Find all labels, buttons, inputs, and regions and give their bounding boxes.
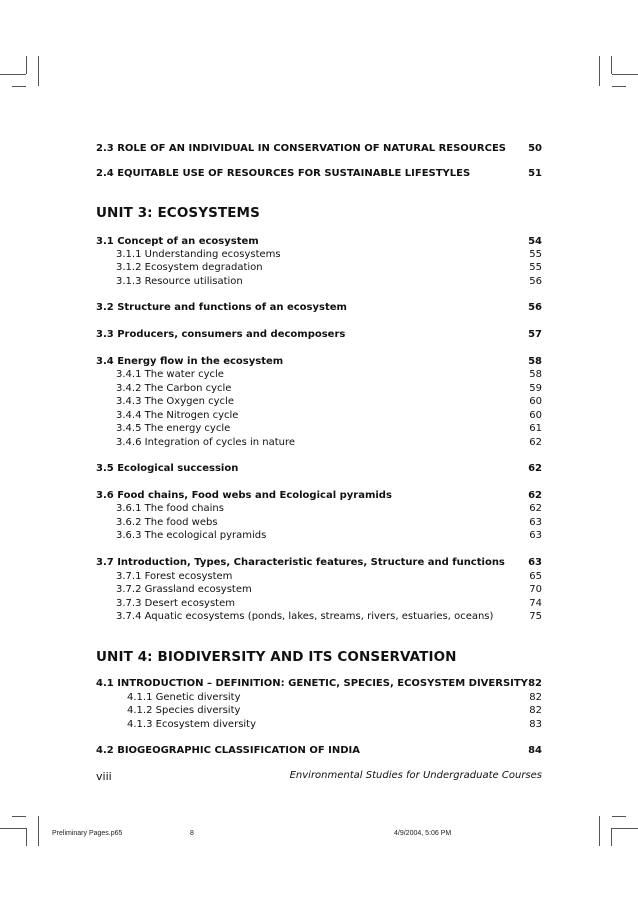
toc-entry-3-7[interactable]: [96, 556, 542, 569]
toc-entry-3-6-3[interactable]: [96, 529, 542, 542]
toc-entry-3-7-2[interactable]: [96, 583, 542, 596]
toc-entry-page: 58: [528, 356, 542, 367]
toc-entry-3-7-3[interactable]: [96, 597, 542, 610]
toc-entry-title: 3.7.4 Aquatic ecosystems (ponds, lakes, streams, rivers, estuaries, oceans): [116, 611, 494, 622]
toc-entry-page: 50: [528, 143, 542, 154]
toc-entry-page: 65: [529, 571, 542, 582]
slug-file-name: Preliminary Pages.p65: [52, 830, 123, 837]
toc-entry-2-4[interactable]: [96, 167, 542, 180]
toc-entry-page: 56: [528, 302, 542, 313]
toc-entry-3-1-3[interactable]: [96, 275, 542, 288]
slug-timestamp: 4/9/2004, 5:06 PM: [394, 830, 452, 837]
toc-entry-title: 4.1.3 Ecosystem diversity: [127, 719, 257, 730]
toc-entry-title: 3.1.2 Ecosystem degradation: [116, 262, 263, 273]
toc-entry-page: 83: [529, 719, 542, 730]
toc-entry-title: 4.1 INTRODUCTION – DEFINITION: GENETIC, SPECIES, ECOSYSTEM DIVERSITY: [96, 678, 528, 689]
toc-entry-3-4[interactable]: [96, 355, 542, 368]
toc-entry-3-5[interactable]: [96, 462, 542, 475]
toc-entry-3-6-1[interactable]: [96, 502, 542, 515]
toc-entry-page: 58: [529, 369, 542, 380]
toc-entry-title: 4.1.2 Species diversity: [127, 705, 241, 716]
toc-entry-page: 63: [529, 517, 542, 528]
toc-entry-3-2[interactable]: [96, 301, 542, 314]
toc-entry-title: 2.3 ROLE OF AN INDIVIDUAL IN CONSERVATION OF NATURAL RESOURCES: [96, 143, 506, 154]
toc-entry-2-3[interactable]: [96, 142, 542, 155]
toc-entry-page: 84: [528, 745, 542, 756]
toc-entry-3-4-5[interactable]: [96, 422, 542, 435]
toc-entry-title: 3.7.2 Grassland ecosystem: [116, 584, 252, 595]
toc-entry-page: 60: [529, 396, 542, 407]
running-footer-title: Environmental Studies for Undergraduate Courses: [289, 770, 542, 781]
toc-entry-title: 3.7.3 Desert ecosystem: [116, 598, 235, 609]
toc-entry-page: 82: [529, 692, 542, 703]
toc-entry-title: 3.2 Structure and functions of an ecosystem: [96, 302, 347, 313]
toc-entry-title: 3.4.5 The energy cycle: [116, 423, 231, 434]
toc-entry-page: 55: [529, 249, 542, 260]
toc-entry-page: 51: [528, 168, 542, 179]
toc-entry-4-1-3[interactable]: [96, 718, 542, 731]
toc-entry-page: 62: [529, 437, 542, 448]
toc-entry-3-4-3[interactable]: [96, 395, 542, 408]
toc-entry-title: 3.1 Concept of an ecosystem: [96, 236, 259, 247]
folio-page-number: viii: [96, 770, 112, 783]
toc-entry-3-6[interactable]: [96, 489, 542, 502]
toc-entry-page: 75: [529, 611, 542, 622]
toc-entry-page: 56: [529, 276, 542, 287]
toc-entry-4-1-2[interactable]: [96, 704, 542, 717]
toc-entry-page: 70: [529, 584, 542, 595]
toc-entry-title: 3.7.1 Forest ecosystem: [116, 571, 233, 582]
toc-entry-page: 55: [529, 262, 542, 273]
toc-entry-page: 62: [528, 463, 542, 474]
toc-entry-3-1-2[interactable]: [96, 261, 542, 274]
toc-entry-title: 3.3 Producers, consumers and decomposers: [96, 329, 346, 340]
toc-entry-title: 3.1.1 Understanding ecosystems: [116, 249, 281, 260]
toc-entry-3-7-1[interactable]: [96, 570, 542, 583]
toc-entry-3-4-2[interactable]: [96, 382, 542, 395]
toc-entry-title: 3.6.2 The food webs: [116, 517, 218, 528]
toc-entry-page: 59: [529, 383, 542, 394]
toc-entry-title: 4.1.1 Genetic diversity: [127, 692, 241, 703]
toc-entry-3-6-2[interactable]: [96, 516, 542, 529]
toc-entry-title: 3.6 Food chains, Food webs and Ecological pyramids: [96, 490, 392, 501]
toc-entry-title: 3.4.1 The water cycle: [116, 369, 224, 380]
toc-entry-3-1[interactable]: [96, 235, 542, 248]
toc-entry-title: 3.7 Introduction, Types, Characteristic features, Structure and functions: [96, 557, 505, 568]
toc-entry-title: 3.1.3 Resource utilisation: [116, 276, 243, 287]
toc-entry-page: 63: [529, 530, 542, 541]
toc-entry-page: 74: [529, 598, 542, 609]
slug-page: 8: [190, 830, 194, 837]
toc-entry-title: 3.4.4 The Nitrogen cycle: [116, 410, 239, 421]
toc-entry-page: 54: [528, 236, 542, 247]
toc-entry-3-3[interactable]: [96, 328, 542, 341]
toc-entry-page: 60: [529, 410, 542, 421]
toc-entry-3-7-4[interactable]: [96, 610, 542, 623]
toc-entry-title: 3.4.6 Integration of cycles in nature: [116, 437, 296, 448]
toc-entry-page: 62: [528, 490, 542, 501]
unit-3-heading: UNIT 3: ECOSYSTEMS: [96, 205, 260, 221]
toc-entry-title: 2.4 EQUITABLE USE OF RESOURCES FOR SUSTAINABLE LIFESTYLES: [96, 168, 471, 179]
toc-entry-page: 82: [529, 705, 542, 716]
toc-entry-4-1-1[interactable]: [96, 691, 542, 704]
toc-entry-title: 4.2 BIOGEOGRAPHIC CLASSIFICATION OF INDIA: [96, 745, 361, 756]
toc-entry-page: 61: [529, 423, 542, 434]
toc-entry-title: 3.4 Energy flow in the ecosystem: [96, 356, 284, 367]
toc-entry-title: 3.4.3 The Oxygen cycle: [116, 396, 234, 407]
unit-4-heading: UNIT 4: BIODIVERSITY AND ITS CONSERVATION: [96, 649, 457, 665]
toc-entry-3-1-1[interactable]: [96, 248, 542, 261]
toc-entry-3-4-1[interactable]: [96, 368, 542, 381]
toc-entry-title: 3.4.2 The Carbon cycle: [116, 383, 232, 394]
toc-entry-title: 3.5 Ecological succession: [96, 463, 239, 474]
toc-entry-page: 62: [529, 503, 542, 514]
toc-entry-page: 63: [528, 557, 542, 568]
toc-entry-3-4-4[interactable]: [96, 409, 542, 422]
toc-entry-3-4-6[interactable]: [96, 436, 542, 449]
toc-entry-4-2[interactable]: [96, 744, 542, 757]
toc-entry-title: 3.6.3 The ecological pyramids: [116, 530, 267, 541]
toc-entry-title: 3.6.1 The food chains: [116, 503, 224, 514]
toc-entry-page: 82: [528, 678, 542, 689]
toc-entry-4-1[interactable]: [96, 677, 542, 690]
toc-entry-page: 57: [528, 329, 542, 340]
